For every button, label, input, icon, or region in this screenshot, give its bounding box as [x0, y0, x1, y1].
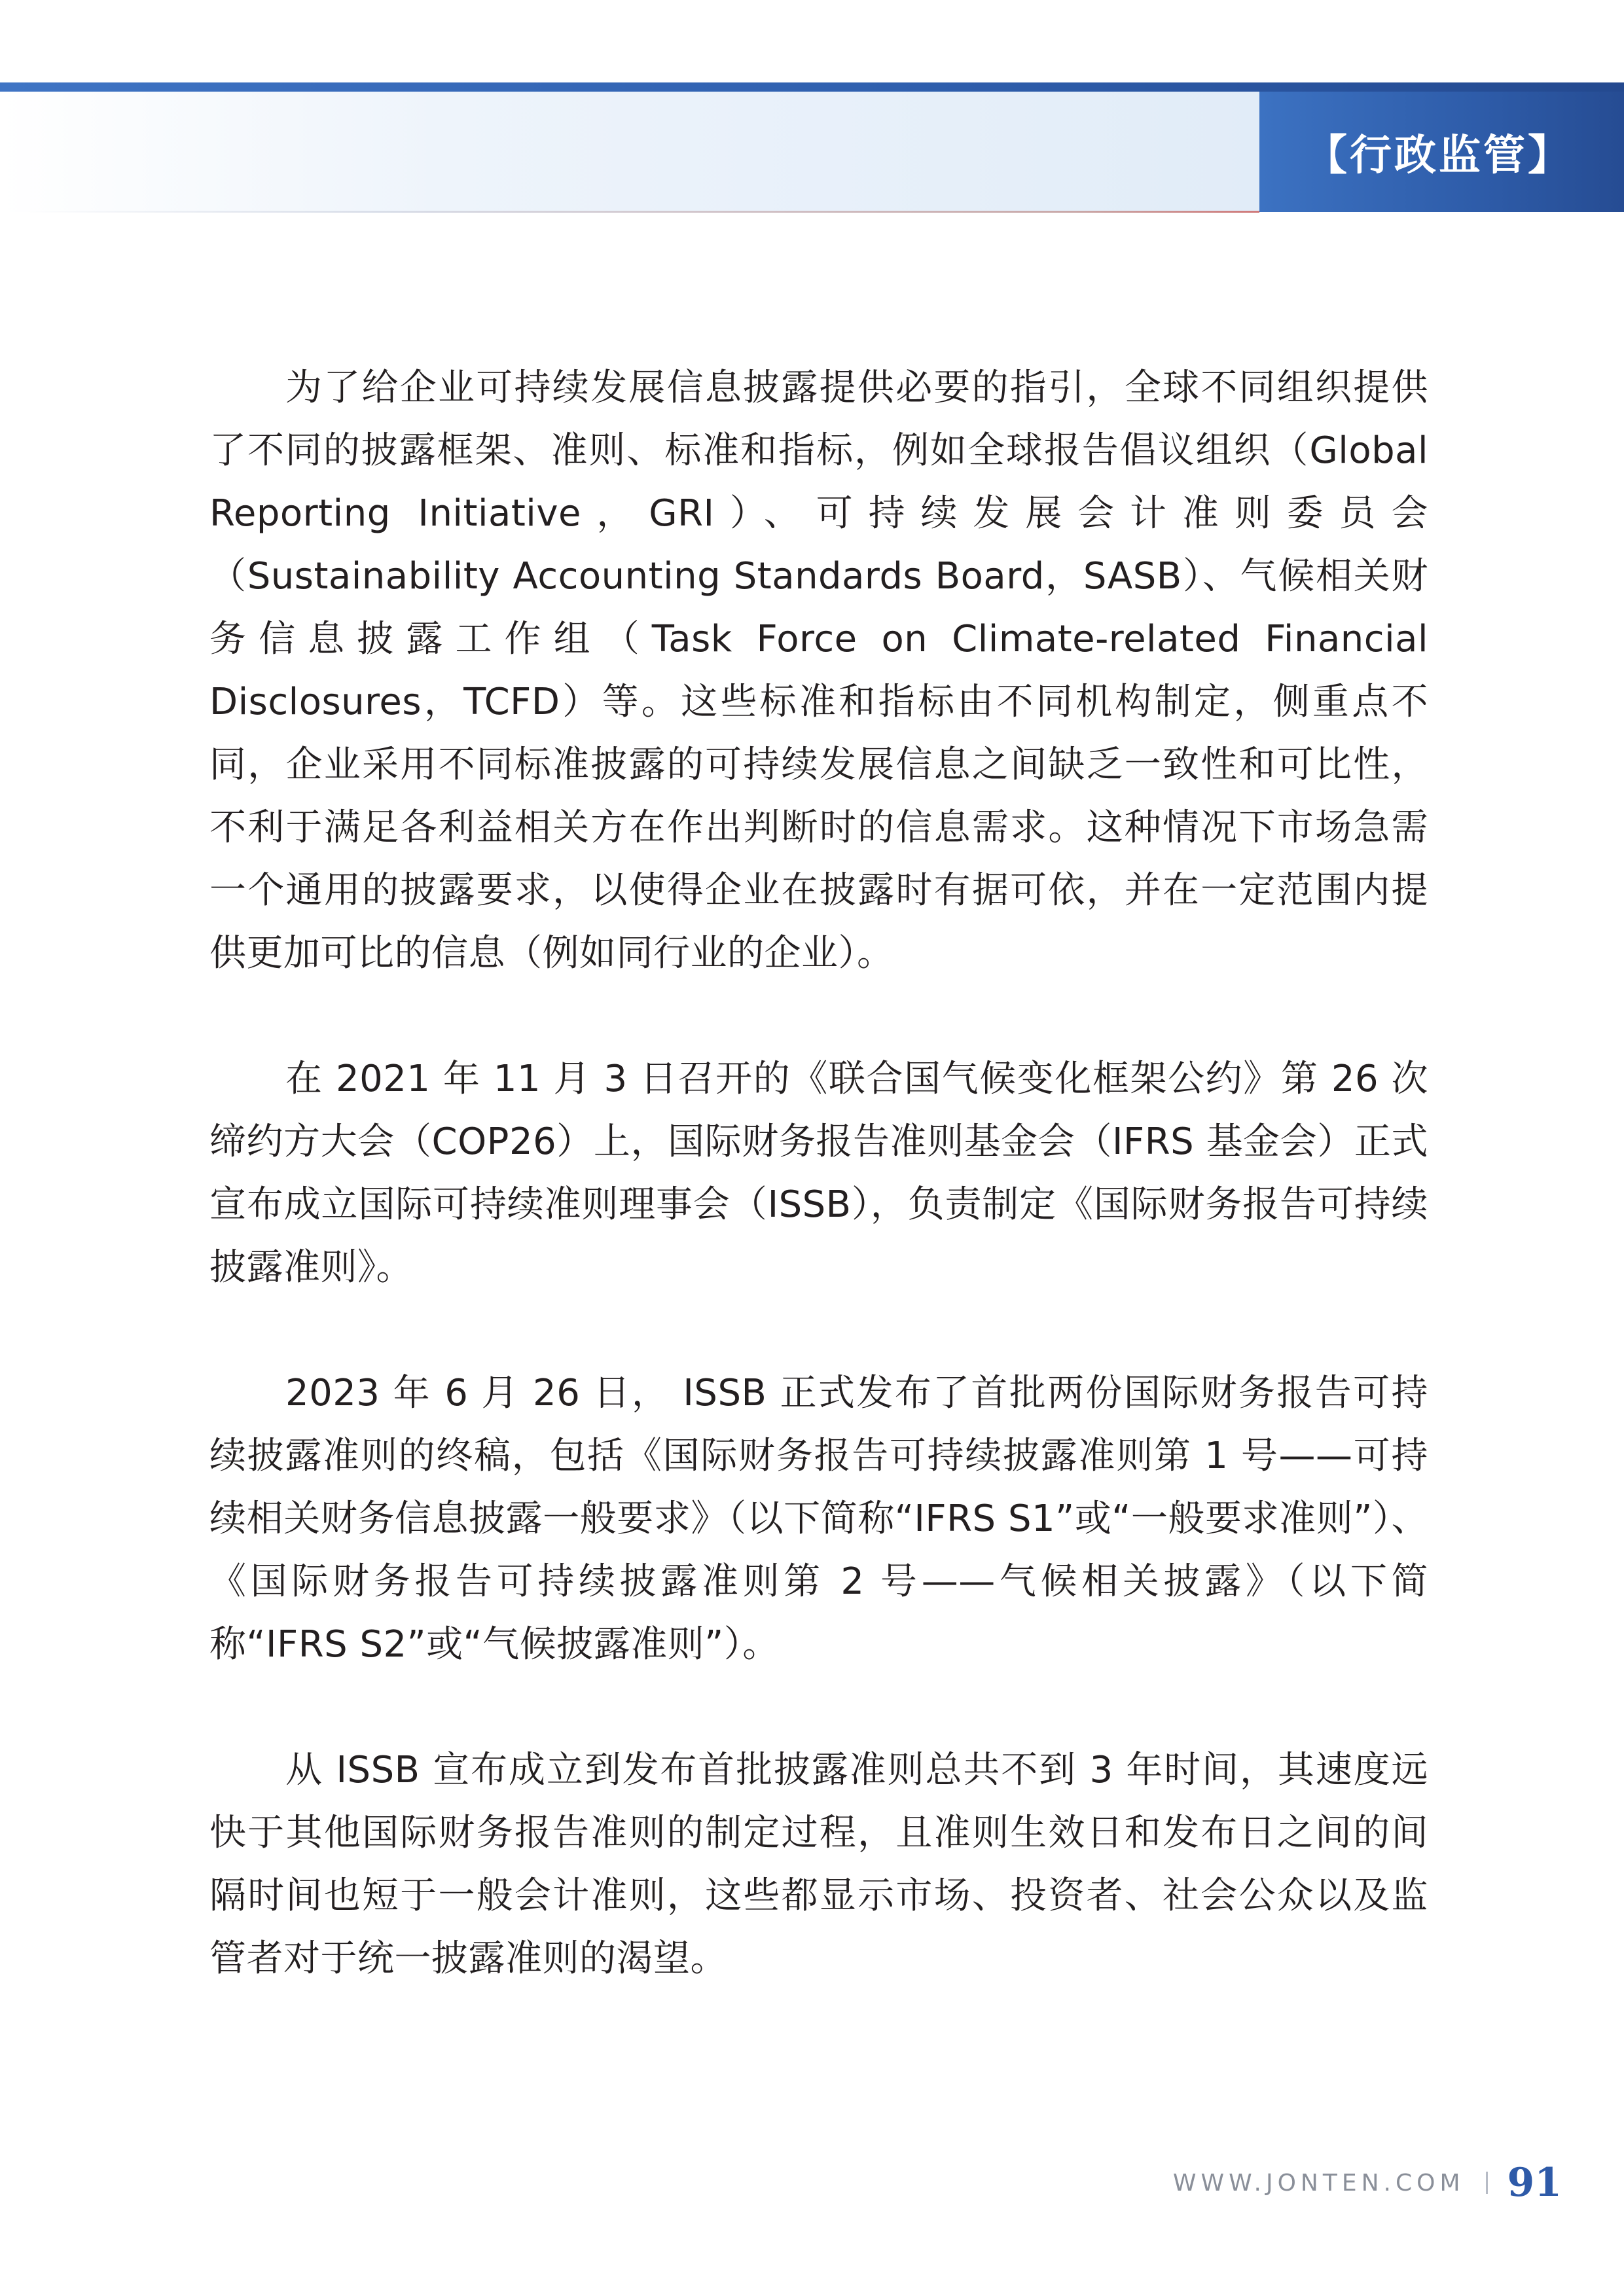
section-label: 【行政监管】	[1305, 132, 1572, 180]
paragraph-2: 在 2021 年 11 月 3 日召开的《联合国气候变化框架公约》第 26 次缔约方大会（COP26）上，国际财务报告准则基金会（IFRS 基金会）正式宣布成立国际可持续准则理事会（ISSB），负责制定《国际财务报告可持续披露准则》。	[209, 1058, 1428, 1289]
page-number: 91	[1507, 2160, 1562, 2206]
header-underline	[26, 211, 1259, 213]
paragraph-1: 为了给企业可持续发展信息披露提供必要的指引，全球不同组织提供了不同的披露框架、准则、标准和指标，例如全球报告倡议组织（Global Reporting Initiative，GRI）、可持续发展会计准则委员会（Sustainability Accounting Standards Board，SASB）、气候相关财务信息披露工作组（Task Force on Climate-related Financial Disclosures，TCFD）等。这些标准和指标由不同机构制定，侧重点不同，企业采用不同标准披露的可持续发展信息之间缺乏一致性和可比性，不利于满足各利益相关方在作出判断时的信息需求。这种情况下市场急需一个通用的披露要求，以使得企业在披露时有据可依，并在一定范围内提供更加可比的信息（例如同行业的企业）。	[209, 367, 1428, 975]
footer-website: WWW.JONTEN.COM	[1172, 2169, 1465, 2197]
page-footer	[1173, 2160, 1562, 2206]
body-text	[209, 357, 1428, 2053]
header-top-rule	[0, 82, 1624, 92]
header-band	[0, 92, 1259, 212]
section-tab	[1259, 92, 1624, 212]
paragraph-3: 2023 年 6 月 26 日， ISSB 正式发布了首批两份国际财务报告可持续披露准则的终稿，包括《国际财务报告可持续披露准则第 1 号——可持续相关财务信息披露一般要求》（以下简称“IFRS S1”或“一般要求准则”）、《国际财务报告可持续披露准则第 2 号——气候相关披露》（以下简称“IFRS S2”或“气候披露准则”）。	[209, 1372, 1428, 1666]
footer-divider	[1486, 2172, 1488, 2194]
paragraph-4: 从 ISSB 宣布成立到发布首批披露准则总共不到 3 年时间，其速度远快于其他国际财务报告准则的制定过程，且准则生效日和发布日之间的间隔时间也短于一般会计准则，这些都显示市场、投资者、社会公众以及监管者对于统一披露准则的渴望。	[209, 1749, 1428, 1980]
